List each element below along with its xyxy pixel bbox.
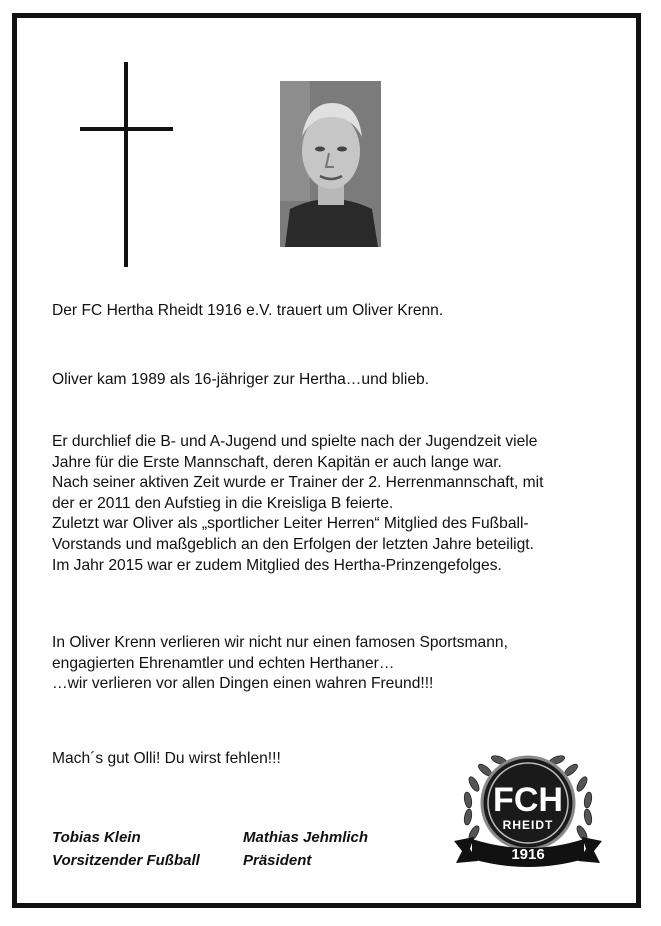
- cross-icon: [124, 62, 128, 267]
- career-line: Vorstands und maßgeblich an den Erfolgen der letzten Jahre beteiligt.: [52, 535, 534, 553]
- signature-role: Präsident: [243, 852, 312, 869]
- tribute-line: In Oliver Krenn verlieren wir nicht nur einen famosen Sportsmann,: [52, 634, 508, 651]
- notice-farewell: Mach´s gut Olli! Du wirst fehlen!!!: [52, 750, 281, 767]
- signature-block-president: [243, 826, 368, 872]
- signature-name: Tobias Klein: [52, 829, 141, 846]
- notice-career: [52, 432, 543, 576]
- portrait-photo: [280, 81, 381, 247]
- career-line: Im Jahr 2015 war er zudem Mitglied des Hertha-Prinzengefolges.: [52, 556, 502, 574]
- career-line: der er 2011 den Aufstieg in die Kreisliga B feierte.: [52, 494, 394, 512]
- career-line: Nach seiner aktiven Zeit wurde er Trainer der 2. Herrenmannschaft, mit: [52, 474, 544, 492]
- signature-name: Mathias Jehmlich: [243, 829, 369, 846]
- cross-icon-bar: [80, 127, 173, 131]
- logo-year: 1916: [511, 846, 545, 863]
- notice-intro: Der FC Hertha Rheidt 1916 e.V. trauert um Oliver Krenn.: [52, 302, 444, 319]
- logo-letters: FCH: [493, 781, 563, 819]
- notice-joined: Oliver kam 1989 als 16-jähriger zur Hertha…und blieb.: [52, 371, 430, 388]
- signature-block-chairman: [52, 826, 200, 872]
- tribute-line: engagierten Ehrenamtler und echten Herthaner…: [52, 654, 395, 672]
- career-line: Er durchlief die B- und A-Jugend und spielte nach der Jugendzeit viele: [52, 433, 538, 450]
- notice-tribute: [52, 633, 508, 695]
- career-line: Jahre für die Erste Mannschaft, deren Kapitän er auch lange war.: [52, 453, 502, 471]
- signature-role: Vorsitzender Fußball: [52, 852, 200, 869]
- logo-name: RHEIDT: [502, 818, 554, 832]
- career-line: Zuletzt war Oliver als „sportlicher Leiter Herren“ Mitglied des Fußball-: [52, 515, 529, 533]
- club-logo: [452, 745, 604, 873]
- tribute-line: …wir verlieren vor allen Dingen einen wahren Freund!!!: [52, 675, 434, 693]
